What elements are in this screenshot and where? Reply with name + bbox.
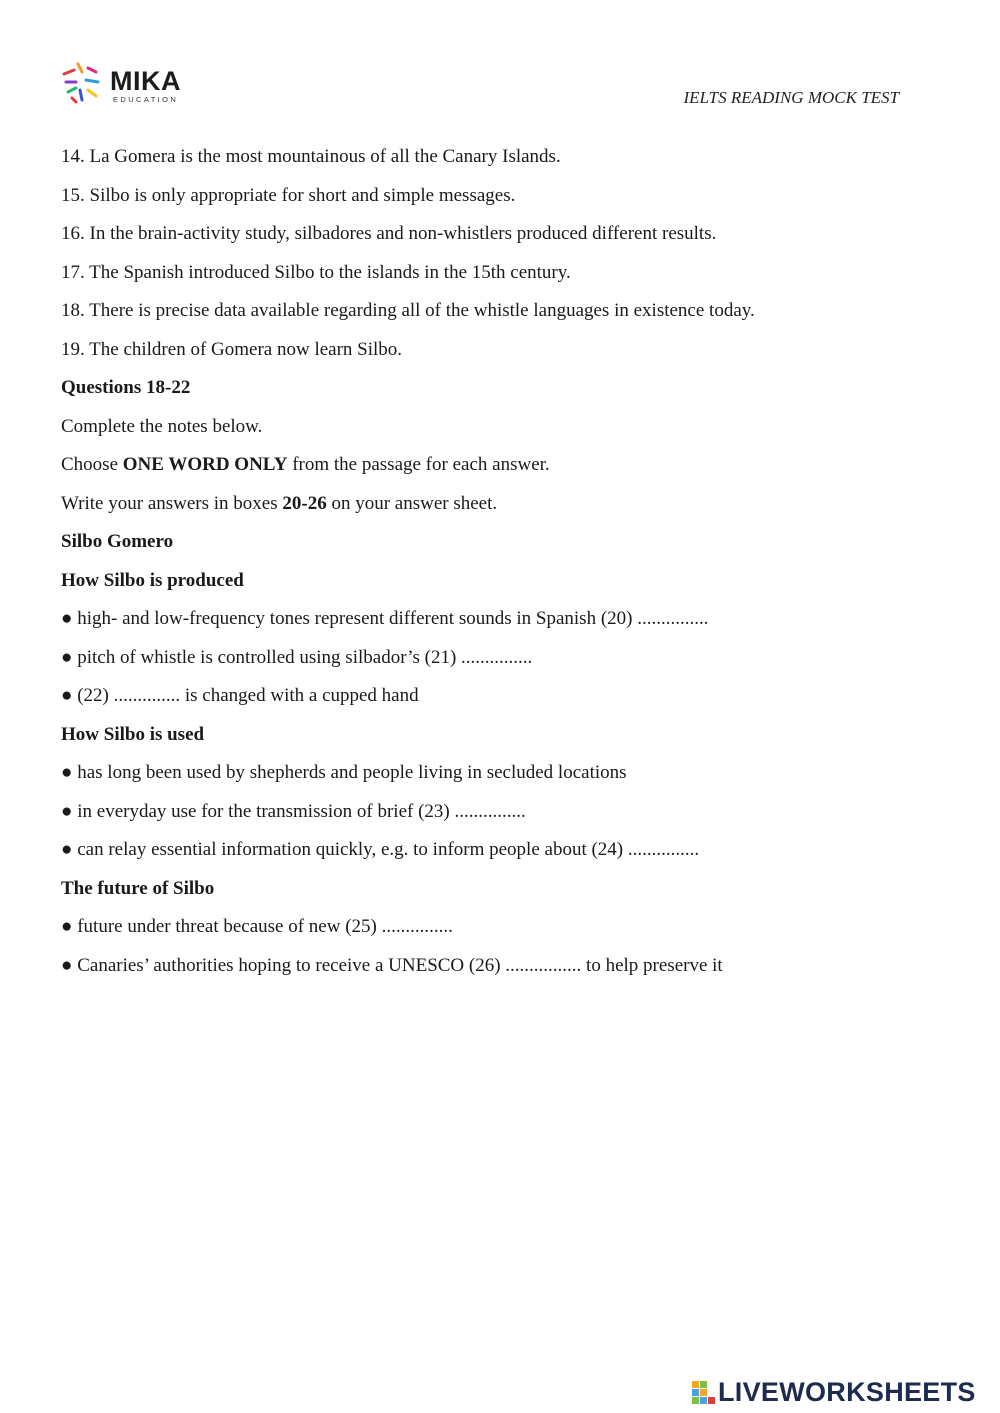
questions-heading: Questions 18-22 xyxy=(61,377,191,398)
instruction-complete: Complete the notes below. xyxy=(61,415,263,437)
instruction-write xyxy=(61,492,941,531)
logo-brand-name: MIKA xyxy=(110,66,181,96)
statement-19: 19. The children of Gomera now learn Silbo. xyxy=(61,338,403,360)
instruction-choose-prefix: Choose xyxy=(61,454,123,475)
mika-education-logo xyxy=(60,60,190,108)
liveworksheets-logo-icon xyxy=(692,1381,716,1405)
statement-14: 14. La Gomera is the most mountainous of all the Canary Islands. xyxy=(61,146,561,167)
instruction-choose-suffix: from the passage for each answer. xyxy=(287,454,550,475)
statement-18: 18. There is precise data available regarding all of the whistle languages in existence today. xyxy=(61,300,755,321)
instruction-choose-emphasis: ONE WORD ONLY xyxy=(122,454,288,475)
note-item-25: ● future under threat because of new (25) ............... xyxy=(61,916,453,937)
statement-15: 15. Silbo is only appropriate for short and simple messages. xyxy=(61,184,516,206)
note-item-21: ● pitch of whistle is controlled using silbador’s (21) ............... xyxy=(61,646,533,668)
mika-logo-mark-icon xyxy=(60,60,102,104)
note-item-26: ● Canaries’ authorities hoping to receive a UNESCO (26) ................ to help preserve it xyxy=(61,954,723,976)
page-header-title: IELTS READING MOCK TEST xyxy=(683,88,899,107)
note-item-22: ● (22) .............. is changed with a cupped hand xyxy=(61,685,419,706)
instruction-write-prefix: Write your answers in boxes xyxy=(61,492,283,514)
statement-16: 16. In the brain-activity study, silbadores and non-whistlers produced different results. xyxy=(61,223,717,244)
future-heading: The future of Silbo xyxy=(61,877,215,899)
instruction-write-suffix: on your answer sheet. xyxy=(326,492,498,514)
note-item-23: ● in everyday use for the transmission of brief (23) ............... xyxy=(61,800,526,822)
instruction-write-boxes: 20-26 xyxy=(282,492,327,514)
note-item-20: ● high- and low-frequency tones represent different sounds in Spanish (20) ............... xyxy=(61,608,709,629)
note-item-shepherds: ● has long been used by shepherds and people living in secluded locations xyxy=(61,762,627,783)
produced-heading: How Silbo is produced xyxy=(61,569,244,591)
statement-17: 17. The Spanish introduced Silbo to the islands in the 15th century. xyxy=(61,261,571,283)
liveworksheets-text: LIVEWORKSHEETS xyxy=(718,1377,976,1407)
note-item-24: ● can relay essential information quickly, e.g. to inform people about (24) ............... xyxy=(61,839,700,860)
notes-title: Silbo Gomero xyxy=(61,531,174,552)
document-body xyxy=(61,145,941,992)
logo-brand-subtitle: EDUCATION xyxy=(113,95,179,104)
instruction-choose xyxy=(61,453,941,492)
used-heading: How Silbo is used xyxy=(61,723,205,745)
liveworksheets-watermark xyxy=(692,1377,992,1407)
